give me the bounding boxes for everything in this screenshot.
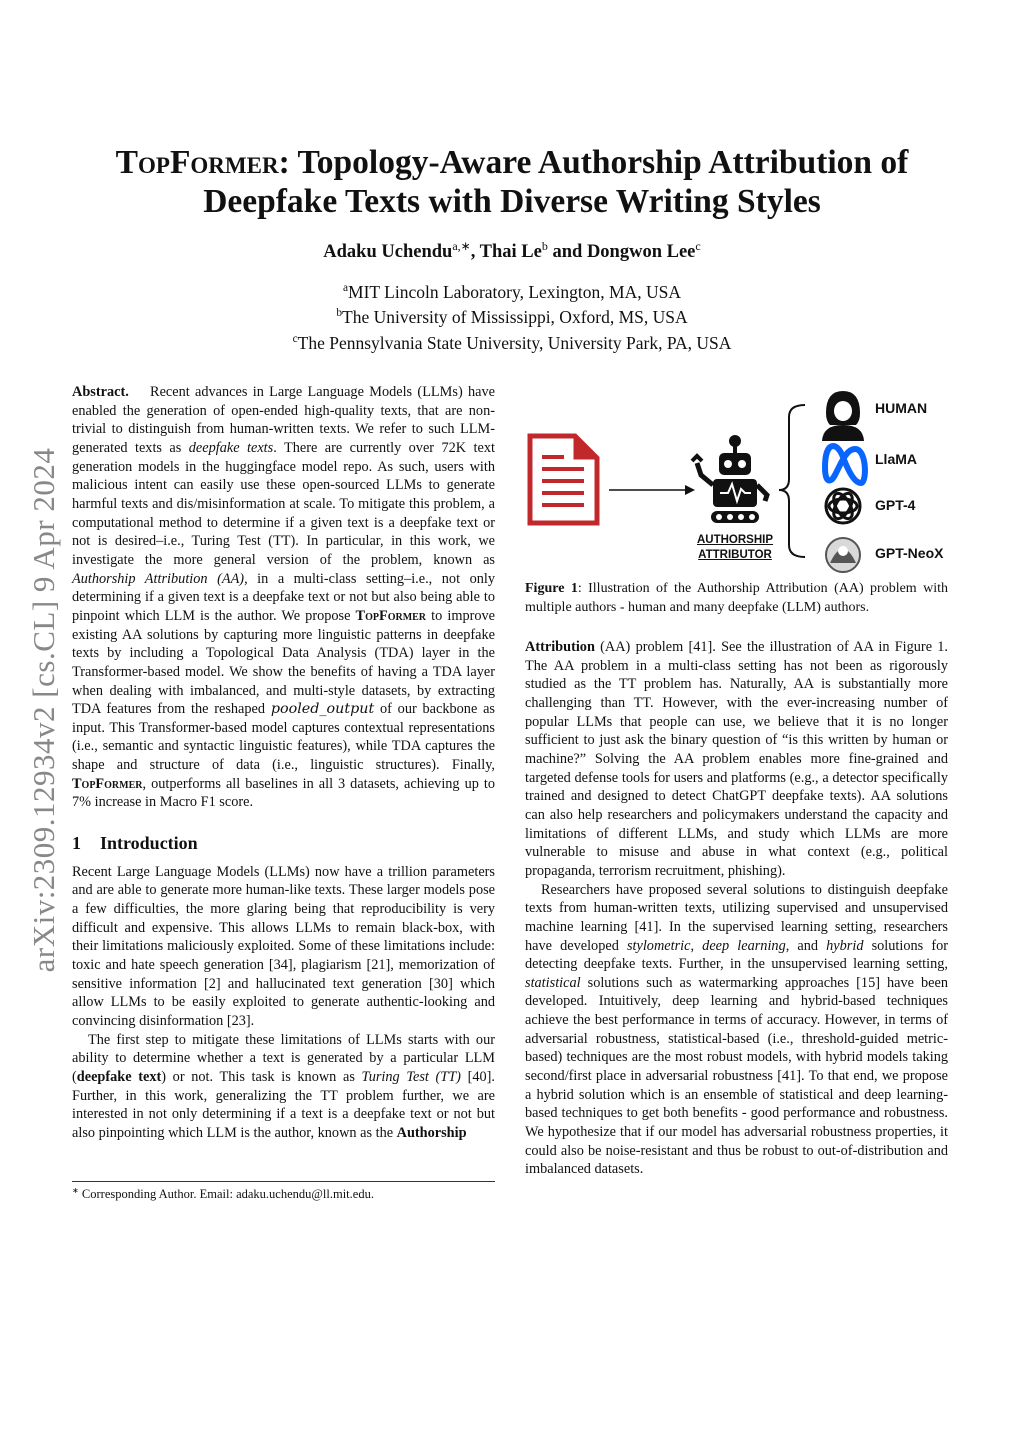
abstract-brand: TopFormer	[72, 775, 143, 792]
author-list	[60, 239, 964, 263]
figure-caption	[525, 580, 948, 617]
attributor-line: AUTHORSHIP	[696, 534, 774, 546]
caption-label: Figure 1	[525, 581, 578, 596]
section-number: 1	[72, 833, 81, 854]
document-icon	[530, 436, 597, 523]
intro-text: ) or not. This task is known as	[161, 1068, 362, 1085]
body-text: solutions for detecting deepfake texts. Further, in the unsupervised learning setting,	[525, 937, 948, 973]
attributor-label	[695, 533, 775, 563]
body-paragraph	[525, 638, 948, 881]
intro-bold: deepfake text	[76, 1068, 162, 1085]
arrow-icon	[609, 485, 695, 495]
footnote-text: Corresponding Author. Email: adaku.uchendu@ll.mit.edu.	[81, 1187, 374, 1202]
author-name: Adaku Uchendu	[323, 242, 453, 263]
paper-title	[60, 143, 964, 221]
intro-text: The first step to mitigate these limitations of LLMs starts with our ability to determine whether a text is generated by a particular LLM (	[72, 1031, 495, 1085]
openai-icon	[826, 489, 860, 523]
abstract-text: Recent advances in Large Language Models (LLMs) have enabled the generation of open-ended high-quality texts, that are non-trivial to distinguish from human-written texts. We refer to such LLM-generated texts as	[72, 384, 495, 456]
robot-icon	[692, 435, 767, 523]
footnote-marker: ∗	[72, 1186, 79, 1195]
meta-icon	[825, 446, 865, 483]
caption-text: : Illustration of the Authorship Attribution (AA) problem with multiple authors - human and many deepfake (LLM) authors.	[525, 581, 949, 615]
body-emph: hybrid	[826, 937, 864, 954]
affil-text: The University of Mississippi, Oxford, MS, USA	[342, 307, 688, 328]
body-text: (AA) problem [41]. See the illustration of AA in Figure 1. The AA problem in a multi-class setting has not been as rigorously studied as the TT problem has. Naturally, AA is substantially more challenging than TT. However, with the ever-increasing number of popular LLMs that people can use, we believe that it is no longer sufficient to just ask the binary question of “is this written by human or machine?” Solving the AA problem enables more fine-grained and targeted defense tools for users and platforms (e.g., a detector specifically trained and designed to detect ChatGPT deepfake texts). AA solutions can also help researchers and policymakers understand the capacity and limitations of different LLMs, and study which LLMs are more vulnerable to misuse and abuse in what context (e.g., political propaganda, terrorism recruitment, phishing).	[525, 639, 948, 879]
right-column	[525, 638, 948, 1179]
body-text: ,	[690, 937, 703, 954]
eleuther-icon	[826, 538, 860, 572]
abstract-label: Abstract.	[72, 384, 129, 400]
abstract-text: , in a multi-class setting–i.e., not only determining if a given text is a deepfake text or not but also being able to pinpoint which LLM is the author. We propose	[72, 570, 495, 624]
intro-text: [40]. Further, in this work, generalizing the TT problem further, we are interested in not only determining if a text is a deepfake text or not but also pinpointing which LLM is the author, known as the	[72, 1068, 495, 1141]
abstract-brand: TopFormer	[355, 607, 427, 624]
intro-paragraph: Recent Large Language Models (LLMs) now have a trillion parameters and are able to generate more human-like texts. These larger models pose a few difficulties, the more glaring being that reproducibility is very difficult and expensive. This allows LLMs to remain black-box, with their limitations maliciously exploited. Some of these limitations include: toxic and hate speech generation [34], plagiarism [21], memorization of sensitive information [2] and hallucinated text generation [30] which allow LLMs to be easily exploited to generate authentic-looking and convincing disinformation [23].	[72, 863, 495, 1029]
author-label-gptneox: GPT-NeoX	[875, 545, 944, 561]
affil-text: The Pennsylvania State University, University Park, PA, USA	[297, 332, 732, 353]
author-affil-mark: a,∗	[452, 239, 471, 253]
affiliation-list	[60, 278, 964, 354]
affil-mark: a	[343, 282, 349, 294]
body-bold: Attribution	[525, 639, 595, 655]
abstract-text: , outperforms all baselines in all 3 datasets, achieving up to 7% increase in Macro F1 score.	[72, 775, 495, 811]
human-icon	[822, 391, 864, 441]
author-label-human: HUMAN	[875, 400, 928, 416]
author-separator: ,	[470, 242, 480, 263]
abstract-emph: deepfake texts	[188, 439, 274, 456]
affiliation	[60, 278, 964, 303]
footnote	[72, 1181, 495, 1202]
attributor-line: ATTRIBUTOR	[698, 549, 772, 561]
author-name: Thai Le	[479, 242, 542, 263]
affiliation	[60, 329, 964, 354]
left-column	[72, 383, 495, 1143]
abstract-emph: Authorship Attribution (AA)	[72, 570, 245, 587]
abstract	[72, 383, 495, 812]
author-label-llama: LlaMA	[875, 451, 917, 467]
title-rest: : Topology-Aware Authorship Attribution of Deepfake Texts with Diverse Writing Styles	[203, 144, 909, 220]
brace-icon	[779, 405, 805, 557]
author-affil-mark: c	[695, 239, 701, 253]
body-text: solutions such as watermarking approaches [15] have been developed. Intuitively, deep learning and hybrid-based techniques achieve the best performance in terms of accuracy. However, in terms of adversarial robustness, statistical-based (i.e., threshold-guided metric-based) techniques are the most robust models, with hybrid models taking second/first place in adversarial robustness [41]. To that end, we propose a hybrid solution which is an ensemble of statistical and deep learning-based techniques to get both benefits - good performance and robustness. We hypothesize that if our model has adversarial robustness properties, it could also be noise-resistant and thus be robust to out-of-distribution and imbalanced datasets.	[525, 974, 948, 1178]
title-brand: TopFormer	[115, 144, 279, 181]
author-label-gpt4: GPT-4	[875, 497, 916, 513]
body-text: Researchers have proposed several solutions to distinguish deepfake texts from human-written texts, utilizing supervised and unsupervised machine learning [41]. In the supervised learning setting, researchers have developed	[525, 881, 948, 954]
abstract-code: pooled_output	[270, 701, 375, 718]
abstract-text: to improve existing AA solutions by capturing more linguistic patterns in deepfake texts by including a Topological Data Analysis (TDA) layer in the Transformer-based model. We show the benefits of having a TDA layer when dealing with imbalanced, and multi-style datasets, by extracting TDA features from the reshaped	[72, 607, 495, 718]
affil-mark: b	[336, 307, 343, 320]
affil-mark: c	[292, 332, 298, 345]
abstract-text: . There are currently over 72K text generation models in the huggingface model repo. As such, users with malicious intent can easily use these open-sourced LLMs to generate harmful texts and dis/misinformation at scale. To mitigate this problem, a computational method to determine if a given text is a deepfake text or not is desired–i.e., Turing Test (TT). In particular, in this work, we investigate the more general version of the problem, known as	[72, 439, 495, 568]
section-title: Introduction	[100, 833, 198, 854]
body-paragraph	[525, 881, 948, 1180]
intro-bold: Authorship	[396, 1124, 467, 1141]
body-emph: deep learning	[702, 937, 786, 954]
body-emph: stylometric	[626, 937, 691, 954]
section-heading-introduction	[72, 834, 495, 853]
affiliation	[60, 303, 964, 328]
author-affil-mark: b	[541, 239, 548, 253]
body-emph: statistical	[525, 974, 581, 991]
body-text: , and	[785, 937, 827, 954]
intro-emph: Turing Test (TT)	[361, 1068, 461, 1085]
abstract-text: of our backbone as input. This Transformer-based model captures contextual representations (i.e., semantic and syntactic linguistic features), while TDA captures the shape and structure of data (i.e., linguistic structures). Finally,	[72, 701, 495, 774]
author-and: and	[547, 242, 587, 263]
figure-1	[525, 383, 948, 573]
affil-text: MIT Lincoln Laboratory, Lexington, MA, USA	[348, 281, 681, 302]
intro-paragraph	[72, 1031, 495, 1143]
arxiv-identifier: arXiv:2309.12934v2 [cs.CL] 9 Apr 2024	[26, 447, 61, 973]
author-name: Dongwon Lee	[586, 242, 696, 263]
